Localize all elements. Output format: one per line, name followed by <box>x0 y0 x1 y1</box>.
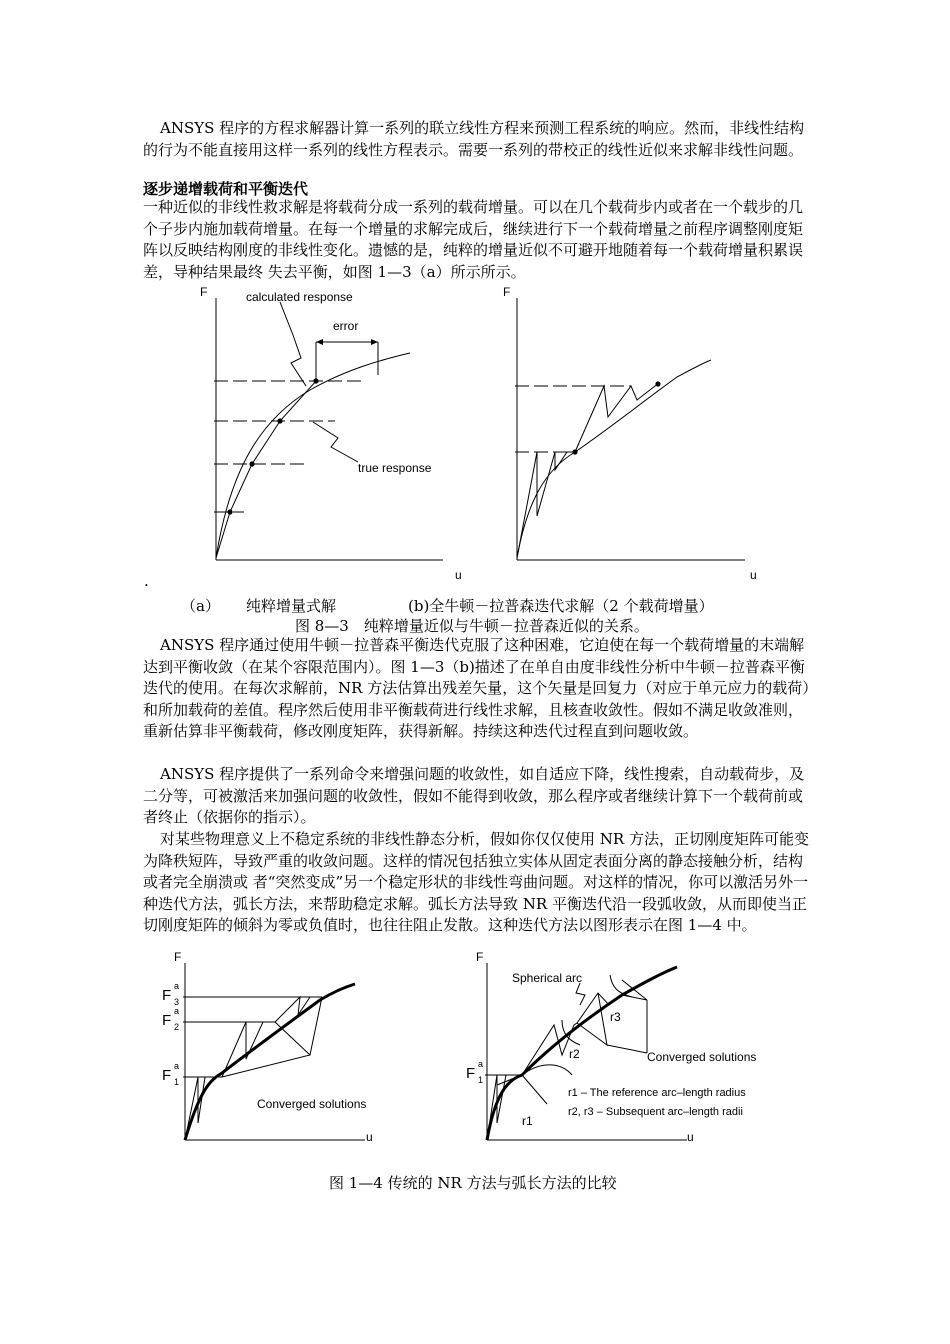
r2-label: r2 <box>569 1047 580 1061</box>
subcaption-b: (b)全牛顿－拉普森迭代求解（2 个载荷增量） <box>408 597 714 615</box>
converged-label-right: Converged solutions <box>647 1050 757 1064</box>
true-response-label: true response <box>358 461 432 475</box>
figure2-caption: 图 1—4 传统的 NR 方法与弧长方法的比较 <box>329 1174 617 1192</box>
paragraph-newton-raphson: ANSYS 程序通过使用牛顿－拉普森平衡迭代克服了这种困难，它迫使在每一个载荷增量的末端解达到平衡收敛（在某个容限范围内）。图 1—3（b)描述了在单自由度非线性分析中牛顿－拉普森平衡迭代的使用。在每次求解前，NR 方法估算出残差矢量，这个矢量是回复力（对应于单元应力的载荷）和所加载荷的差值。程序然后使用非平衡载荷进行线性求解，且核查收敛性。假如不满足收敛准则，重新估算非平衡载荷，修改刚度矩阵，获得新解。持续这种迭代过程直到问题收敛。 <box>143 636 810 740</box>
f3-superscript: a <box>174 981 180 991</box>
paragraph-incremental: 一种近似的非线性救求解是将载荷分成一系列的载荷增量。可以在几个载荷步内或者在一个载步的几个子步内施加载荷增量。在每一个增量的求解完成后，继续进行下一个载荷增量之前程序调整刚度矩阵以反映结构刚度的非线性变化。遗憾的是，纯粹的增量近似不可避开地随着每一个载荷增量积累误差，导种结果最终 失去平衡，如图 1—3（a）所示所示。 <box>143 198 804 281</box>
subcaption-a-text: 纯粹增量式解 <box>246 597 337 615</box>
paragraph-arc-length: 对某些物理意义上不稳定系统的非线性静态分析，假如你仅仅使用 NR 方法，正切刚度矩阵可能变为降秩短阵，导致严重的收敛问题。这样的情况包括独立实体从固定表面分离的静态接触分析，结构或者完全崩溃或 者“突然变成”另一个稳定形状的非线性弯曲问题。对这样的情况，你可以激活另外一种迭代方法，弧长方法，来帮助稳定求解。弧长方法导致 NR 平衡迭代沿一段弧收敛，从而即使当正切刚度矩阵的倾斜为零或负值时，也往往阻止发散。这种迭代方法以图形表示在图 1—4 中。 <box>143 830 809 934</box>
f-axis-label-d: F <box>476 950 484 964</box>
calculated-response-line <box>216 381 316 558</box>
f1-label: F <box>162 1067 172 1084</box>
u-axis-label-b: u <box>750 568 757 582</box>
figure1-caption: 图 8—3 纯粹增量近似与牛顿－拉普森近似的关系。 <box>295 617 649 635</box>
nr-thick-curve <box>185 984 355 1140</box>
figure-nr-comparison-chart <box>150 945 390 1155</box>
f1-label-right: F <box>466 1065 476 1082</box>
figure-incremental-chart <box>190 280 480 590</box>
paragraph-convergence: ANSYS 程序提供了一系列命令来增强问题的收敛性，如自适应下降，线性搜索，自动载荷步，及二分等，可被激活来加强问题的收敛性，假如不能得到收敛，那么程序或者继续计算下一个载荷前或者终止（依据你的指示）。 <box>143 765 805 826</box>
f-axis-label: F <box>200 285 208 299</box>
section-heading: 逐步递增载荷和平衡迭代 <box>143 180 309 198</box>
f1-superscript: a <box>174 1061 180 1071</box>
paragraph-intro: ANSYS 程序的方程求解器计算一系列的联立线性方程来预测工程系统的响应。然而，非线性结构的行为不能直接用这样一系列的线性方程表示。需要一系列的带校正的线性近似来求解非线性问题。 <box>143 119 805 159</box>
legend-r2-r3: r2, r3 – Subsequent arc–length radii <box>568 1106 743 1118</box>
converged-label-left: Converged solutions <box>257 1097 367 1111</box>
f2-label: F <box>162 1012 172 1029</box>
f3-label: F <box>162 987 172 1004</box>
f-axis-label-b: F <box>503 285 511 299</box>
figure-arc-length-chart <box>462 945 812 1155</box>
f3-subscript: 3 <box>174 997 180 1007</box>
u-axis-label: u <box>455 568 462 582</box>
f1-subscript-right: 1 <box>478 1075 484 1085</box>
f1-subscript: 1 <box>174 1077 180 1087</box>
error-label: error <box>333 319 359 333</box>
r1-label: r1 <box>522 1114 533 1128</box>
f1-superscript-right: a <box>478 1059 484 1069</box>
r3-label: r3 <box>610 1010 621 1024</box>
spherical-arc-label: Spherical arc <box>512 971 583 985</box>
nr-curve <box>517 360 711 558</box>
stray-dot: . <box>144 572 149 590</box>
calculated-response-label: calculated response <box>246 290 353 304</box>
figure-newton-raphson-chart <box>495 280 785 590</box>
f2-superscript: a <box>174 1006 180 1016</box>
subcaption-a: （a） <box>181 597 220 615</box>
f-axis-label-c: F <box>174 950 182 964</box>
f2-subscript: 2 <box>174 1022 180 1032</box>
u-axis-label-c: u <box>366 1130 373 1144</box>
u-axis-label-d: u <box>687 1130 694 1144</box>
legend-r1: r1 – The reference arc–length radius <box>568 1087 746 1099</box>
